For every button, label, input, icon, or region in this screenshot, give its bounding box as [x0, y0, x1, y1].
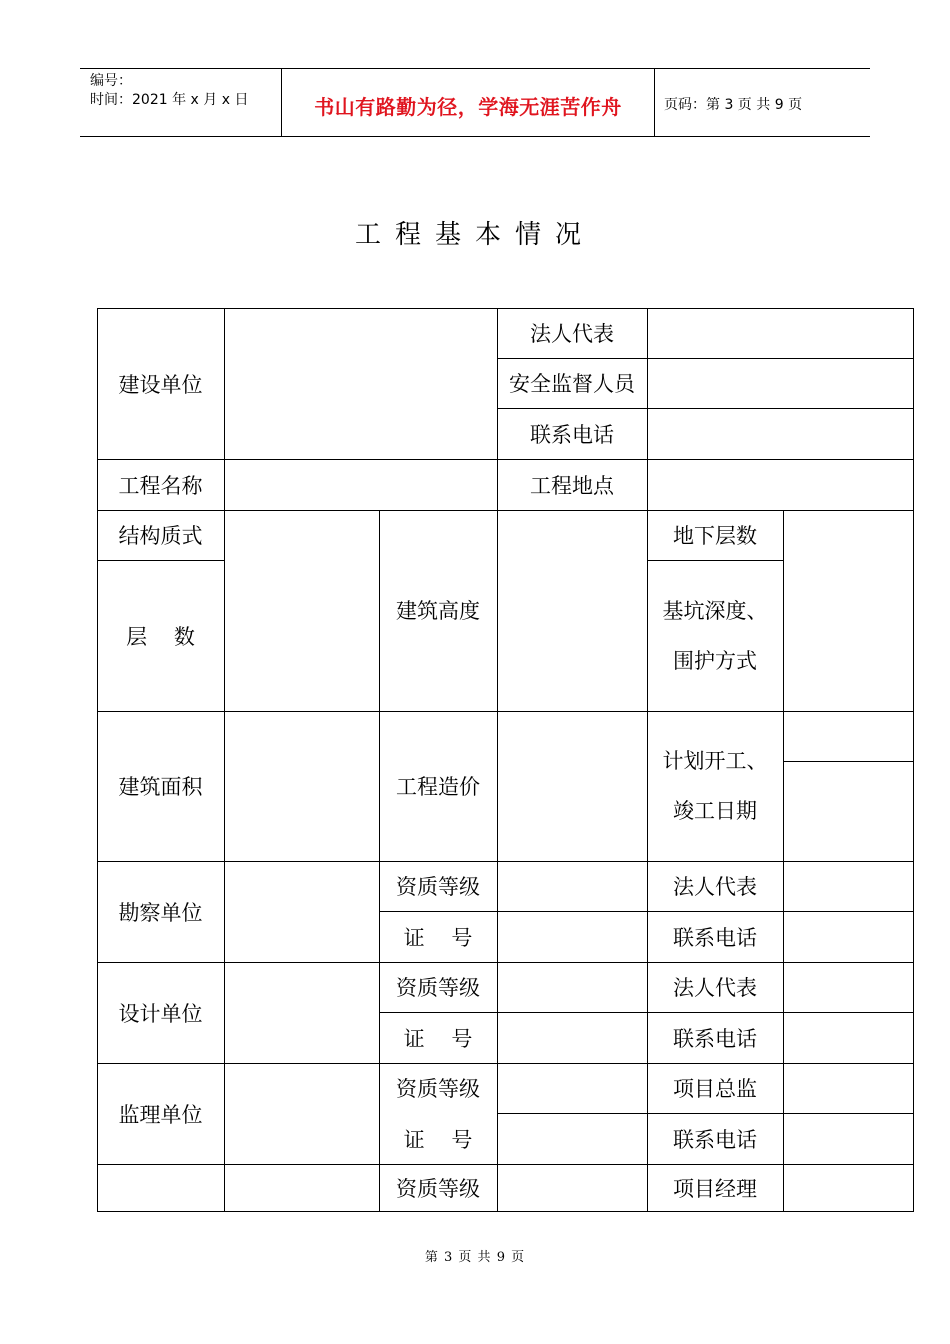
building-area-label: 建筑面积	[118, 775, 203, 799]
page-footer: 第 3 页 共 9 页	[424, 1250, 526, 1265]
survey-unit-label: 勘察单位	[118, 900, 203, 925]
header-divider	[654, 69, 655, 136]
contractor-qualification-label: 资质等级	[396, 1176, 480, 1201]
header-motto: 书山有路勤为径，学海无涯苦作舟	[314, 95, 622, 119]
survey-qualification-label: 资质等级	[396, 875, 480, 899]
floors-label: 层 数	[126, 624, 195, 649]
project-info-form	[97, 308, 914, 1212]
underground-floors-label: 地下层数	[673, 524, 757, 548]
header-meta	[90, 72, 248, 110]
chief-supervisor-label: 项目总监	[673, 1077, 757, 1101]
page-title: 工程基本情况	[354, 220, 595, 250]
header-page-number: 页码：第 3 页 共 9 页	[664, 97, 803, 113]
structure-type-label: 结构质式	[118, 524, 203, 548]
design-qualification-label: 资质等级	[396, 976, 480, 1000]
planned-dates-label: 计划开工、竣工日期	[662, 749, 768, 823]
survey-legal-rep-label: 法人代表	[673, 875, 757, 899]
contact-phone-label: 联系电话	[530, 422, 614, 447]
number-label: 编号：	[90, 73, 132, 89]
supervision-phone-label: 联系电话	[673, 1127, 757, 1152]
design-legal-rep-label: 法人代表	[673, 976, 757, 1000]
survey-phone-label: 联系电话	[673, 925, 757, 950]
legal-rep-label: 法人代表	[530, 322, 614, 346]
safety-supervisor-label: 安全监督人员	[509, 372, 635, 396]
supervision-qualification-label: 资质等级	[396, 1077, 480, 1101]
project-name-label: 工程名称	[118, 473, 203, 498]
design-unit-label: 设计单位	[118, 1001, 203, 1026]
design-certificate-label: 证 号	[403, 1026, 473, 1051]
building-height-label: 建筑高度	[396, 599, 480, 623]
project-location-label: 工程地点	[530, 473, 614, 498]
foundation-pit-label: 基坑深度、围护方式	[662, 598, 768, 673]
page-header	[80, 68, 870, 137]
supervision-certificate-label: 证 号	[403, 1127, 473, 1152]
design-phone-label: 联系电话	[673, 1026, 757, 1051]
construction-unit-label: 建设单位	[118, 372, 203, 397]
project-manager-label: 项目经理	[673, 1176, 757, 1201]
time-label: 时间：2021 年 x 月 x 日	[90, 92, 249, 108]
project-cost-label: 工程造价	[396, 775, 480, 799]
survey-certificate-label: 证 号	[403, 925, 473, 950]
supervision-unit-label: 监理单位	[118, 1102, 203, 1127]
